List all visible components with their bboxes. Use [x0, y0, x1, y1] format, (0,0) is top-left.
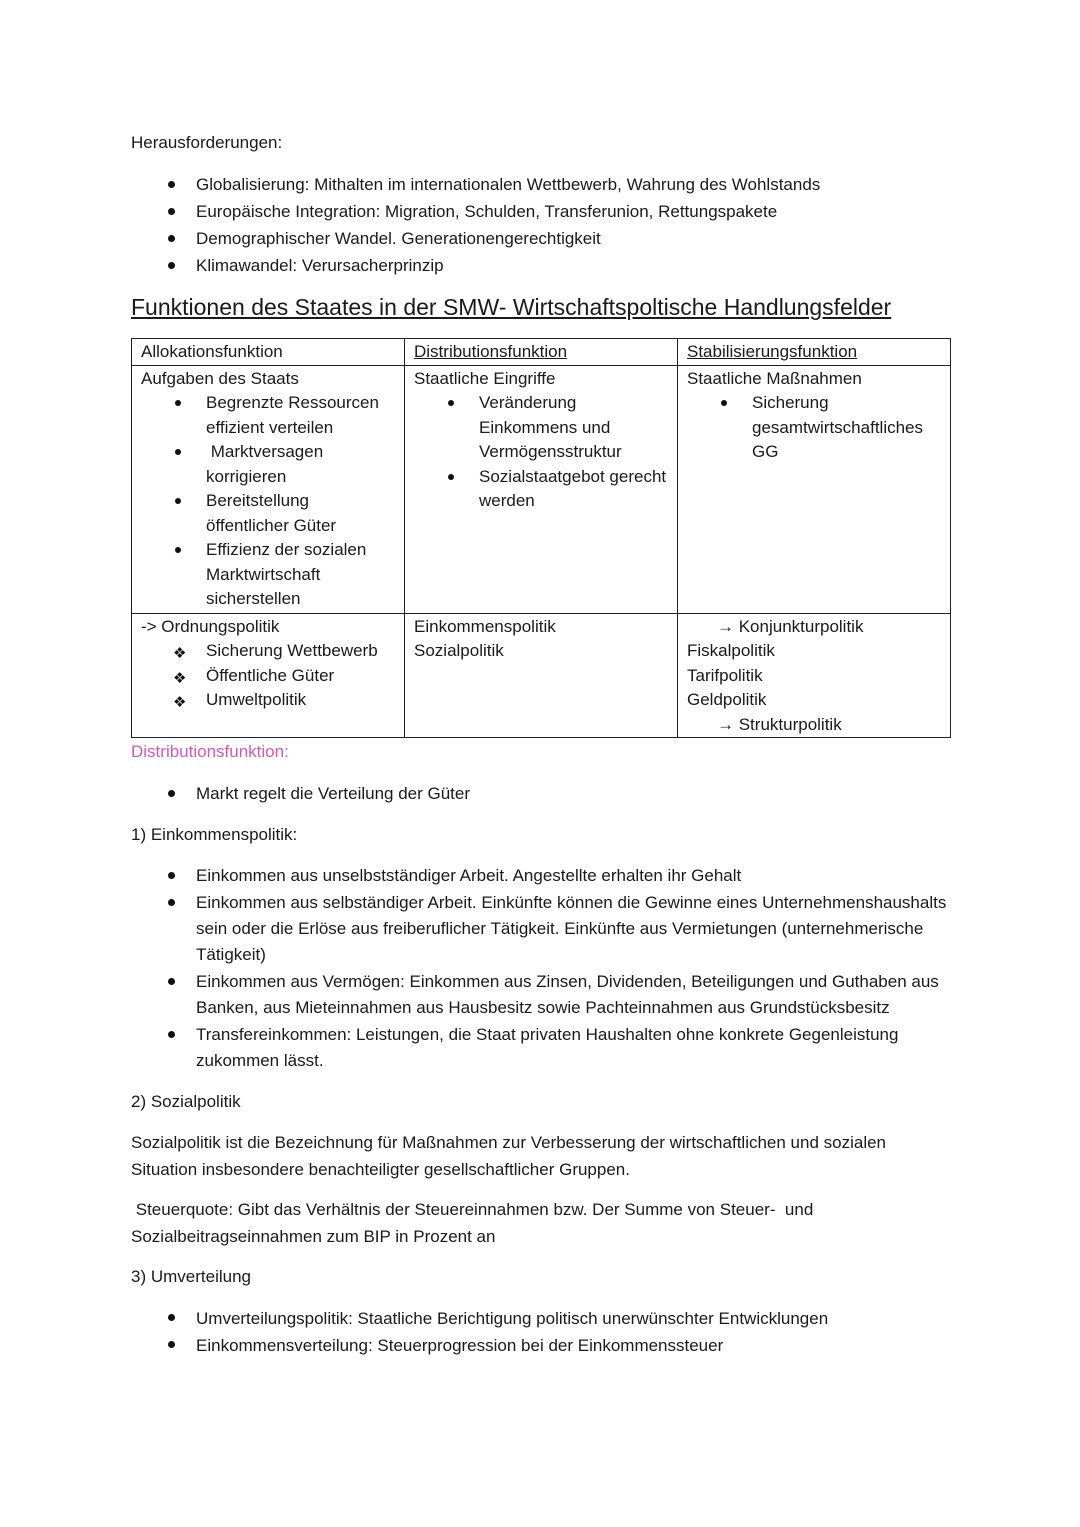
allocation-tasks-cell	[132, 365, 405, 613]
distribution-policy-cell	[405, 613, 678, 738]
list-item: Einkommen aus unselbstständiger Arbeit. Angestellte erhalten ihr Gehalt	[196, 863, 951, 889]
list-item: Veränderung Einkommens und Vermögensstruktur	[479, 391, 668, 465]
list-item: Einkommen aus Vermögen: Einkommen aus Zinsen, Dividenden, Beteiligungen und Guthaben aus Banken, aus Mieteinnahmen aus Hausbesitz sowie Pachteinnahmen aus Grundstücksbesitz	[196, 969, 951, 1021]
col-header-distribution: Distributionsfunktion	[405, 339, 678, 366]
cell-subheading: Staatliche Eingriffe	[414, 368, 556, 388]
list-item: Bereitstellung öffentlicher Güter	[206, 489, 395, 538]
list-item: Klimawandel: Verursacherprinzip	[196, 253, 951, 278]
list-item: Markt regelt die Verteilung der Güter	[196, 781, 951, 806]
list-item: Demographischer Wandel. Generationengerechtigkeit	[196, 226, 951, 251]
distribution-heading: Distributionsfunktion:	[131, 742, 289, 761]
cell-subheading: Staatliche Maßnahmen	[687, 368, 862, 388]
policy-line: Einkommenspolitik	[414, 616, 556, 636]
distribution-tasks-cell	[405, 365, 678, 613]
distribution-list	[131, 781, 951, 806]
stabilization-tasks-cell	[678, 365, 951, 613]
stabilization-policy-cell	[678, 613, 951, 738]
col-header-stabilization: Stabilisierungsfunktion	[678, 339, 951, 366]
policy-line: Fiskalpolitik	[687, 641, 775, 660]
list-item: Begrenzte Ressourcen effizient verteilen	[206, 391, 395, 440]
list-item-label: Sicherung Wettbewerb	[206, 641, 378, 660]
diamond-bullet-icon: ❖	[173, 669, 187, 687]
policy-arrow-line: → Konjunkturpolitik	[717, 616, 864, 636]
diamond-bullet-icon: ❖	[173, 645, 187, 662]
list-item: Einkommen aus selbständiger Arbeit. Einkünfte können die Gewinne eines Unternehmenshaushalts sein oder die Erlöse aus freiberuflicher Tätigkeit. Einkünfte aus Vermietungen (unternehmerische Tätigkeit)	[196, 890, 951, 968]
table-row	[132, 365, 951, 613]
table-row	[132, 613, 951, 738]
policy-arrow-line: → Strukturpolitik	[717, 714, 842, 734]
list-item: Umverteilungspolitik: Staatliche Berichtigung politisch unerwünschter Entwicklungen	[196, 1305, 951, 1332]
list-item: Europäische Integration: Migration, Schulden, Transferunion, Rettungspakete	[196, 199, 951, 224]
policy-line: Geldpolitik	[687, 690, 767, 709]
stabilization-task-list	[687, 391, 941, 465]
social-policy-text: Sozialpolitik ist die Bezeichnung für Maßnahmen zur Verbesserung der wirtschaftlichen und sozialen Situation insbesondere benachteiligter gesellschaftlicher Gruppen.	[131, 1133, 887, 1179]
allocation-policy-list	[141, 639, 395, 713]
challenges-list	[131, 172, 951, 278]
section-title: Funktionen des Staates in der SMW- Wirtschaftspoltische Handlungsfelder	[131, 294, 892, 320]
social-policy-heading: 2) Sozialpolitik	[131, 1092, 241, 1111]
list-item-label: Öffentliche Güter	[206, 665, 335, 685]
challenges-heading: Herausforderungen:	[131, 133, 283, 152]
diamond-bullet-icon: ❖	[173, 694, 187, 711]
cell-subheading: Aufgaben des Staats	[141, 368, 299, 388]
col-header-allocation: Allokationsfunktion	[132, 339, 405, 366]
distribution-task-list	[414, 391, 668, 514]
list-item: Globalisierung: Mithalten im internationalen Wettbewerb, Wahrung des Wohlstands	[196, 172, 951, 197]
list-item: Transfereinkommen: Leistungen, die Staat privaten Haushalten ohne konkrete Gegenleistung zukommen lässt.	[196, 1022, 951, 1074]
allocation-task-list	[141, 391, 395, 612]
list-item-label: Umweltpolitik	[206, 690, 307, 709]
list-item: Effizienz der sozialen Marktwirtschaft sicherstellen	[206, 538, 395, 612]
redistribution-heading: 3) Umverteilung	[131, 1267, 251, 1286]
functions-table	[131, 338, 951, 738]
list-item: Einkommensverteilung: Steuerprogression bei der Einkommenssteuer	[196, 1332, 951, 1359]
policy-line: Tarifpolitik	[687, 665, 763, 685]
document-page	[131, 130, 951, 1359]
income-policy-heading: 1) Einkommenspolitik:	[131, 825, 298, 844]
allocation-policy-cell	[132, 613, 405, 738]
income-policy-list	[131, 863, 951, 1074]
table-header-row	[132, 339, 951, 366]
policy-heading: -> Ordnungspolitik	[141, 616, 280, 636]
list-item	[173, 664, 395, 689]
policy-line: Sozialpolitik	[414, 641, 504, 660]
list-item	[173, 688, 395, 713]
list-item: Sicherung gesamtwirtschaftliches GG	[752, 391, 941, 465]
list-item: Sozialstaatgebot gerecht werden	[479, 465, 668, 514]
list-item	[173, 639, 395, 664]
list-item: Marktversagen korrigieren	[206, 440, 395, 489]
redistribution-list	[131, 1305, 951, 1359]
tax-ratio-text: Steuerquote: Gibt das Verhältnis der Steuereinnahmen bzw. Der Summe von Steuer- und Sozialbeitragseinnahmen zum BIP in Prozent an	[131, 1200, 819, 1246]
